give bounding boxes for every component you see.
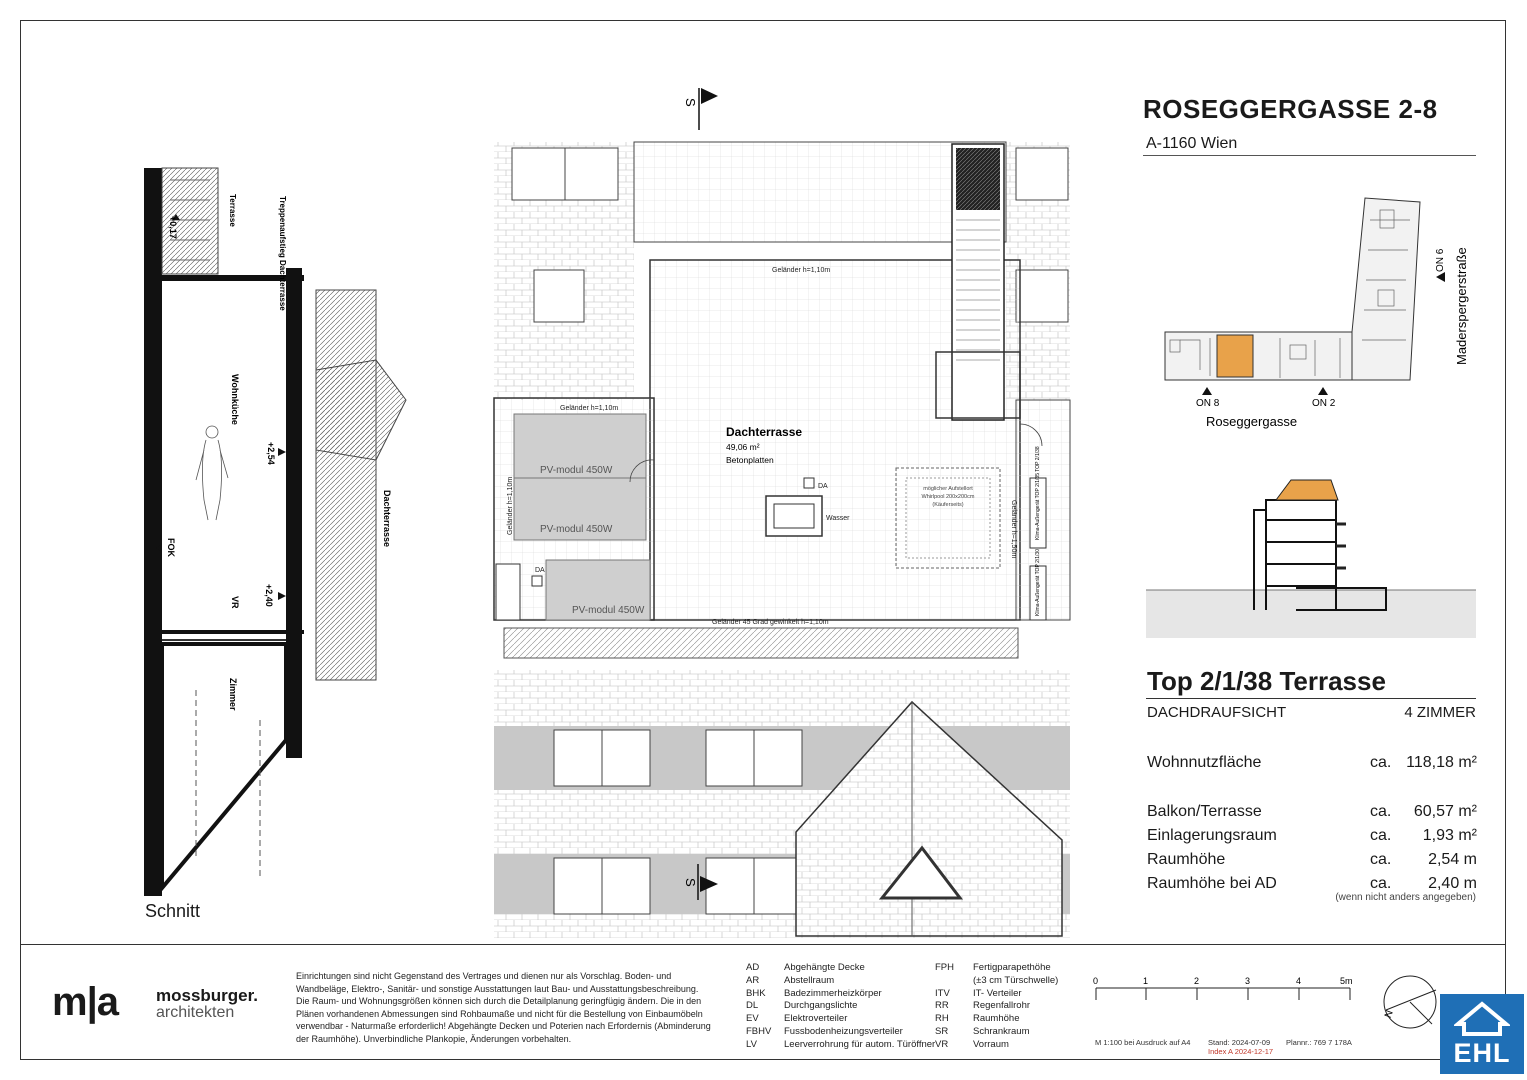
legend-text: Raumhöhe [973,1013,1020,1025]
north-label: N [1382,1008,1396,1020]
house-icon [1454,1000,1510,1036]
legend-row [746,1026,935,1039]
pv-module-2: PV-modul 450W [540,524,613,535]
plan-number: Plannr.: 769 7 178A [1286,1038,1352,1047]
area-ca: ca. [1370,754,1392,771]
rooms-label: 4 ZIMMER [1404,704,1476,721]
legend-abbr: VR [935,1038,949,1050]
legend-text: Leerverrohrung für autom. Türöffner [784,1038,936,1050]
highlighted-building [1217,335,1253,377]
legend-row [746,988,935,1001]
scale-tick: 5m [1340,976,1353,986]
architect-sub: architekten [156,1004,235,1021]
area-ca: ca. [1370,803,1392,820]
entrance-on6: ON 6 [1435,248,1446,272]
legend-left [746,962,935,1052]
legend-row [935,988,1058,1001]
railing-left-top: Geländer h=1,10m [560,405,619,412]
legend-text: Vorraum [973,1038,1009,1050]
area-label: Raumhöhe bei AD [1147,875,1277,892]
scale-note: M 1:100 bei Ausdruck auf A4 [1095,1038,1191,1047]
section-level-kitchen: +2,54 [266,442,276,465]
section-marker-top: S [683,98,698,107]
legend-right [935,962,1058,1052]
whirlpool-line-3: (Käuferseits) [932,502,964,508]
section-stair: Treppenaufstieg Dachterrasse [278,196,287,311]
scale-tick: 0 [1093,976,1099,986]
architect-logo: m|a [52,980,119,1024]
area-ca: ca. [1370,875,1392,892]
area-value: 1,93 m² [1422,827,1477,844]
scale-bar [1088,974,1358,1004]
legend-text: Regenfallrohr [973,1000,1031,1012]
railing-left-side: Geländer h=1,10m [507,476,514,535]
legend-row [746,962,935,975]
water-label: Wasser [826,515,850,522]
site-plan [1140,180,1485,435]
legend-text: Badezimmerheizkörper [784,987,882,999]
whirlpool-line-1: möglicher Aufstellort [923,486,973,492]
project-title: ROSEGGERGASSE 2-8 [1143,94,1438,124]
legend-text: Abstellraum [784,974,835,986]
unit-title: Top 2/1/38 Terrasse [1147,666,1386,696]
legend-text: Elektroverteiler [784,1013,848,1025]
legend-text: Abgehängte Decke [784,962,865,973]
scale-tick: 4 [1296,976,1302,986]
north-arrow-icon [1380,966,1444,1036]
disclaimer-text: Einrichtungen sind nicht Gegenstand des Vertrages und dienen nur als Vorschlag. Boden- und Wandbeläge, Elektro-, Sanitär- und sonstige Ausstattungen laut Bau- und Ausstattungsbeschreibung. Die Raum- und Wohnungsgrößen können sich durch die Detailplanung geringfügig ändern. Die in den Plänen vorhandenen Abmessungen sind Rohbaumaße und nicht für die Bestellung von Einbaumöbeln verwendbar - Naturmaße erforderlich! Abgehängte Decken und Poterien nach Erfordernis (Abminderung der Raumhöhe). Unverbindliche Plankopie, Änderungen vorbehalten. [296,971,711,1044]
whirlpool-line-2: Whirlpool 200x200cm [921,494,975,500]
legend-row [935,1013,1058,1026]
climate-unit-2: Klima-Außengerät TOP 2/1/30 [1035,549,1041,616]
legend-abbr: AD [746,962,760,973]
plan-index: Index A 2024-12-17 [1208,1047,1274,1056]
section-terrasse: Terrasse [228,194,237,227]
legend-abbr: EV [746,1013,759,1025]
terrace-surface: Betonplatten [726,455,774,465]
area-label: Einlagerungsraum [1147,827,1277,844]
legend-abbr: AR [746,974,760,986]
area-value: 2,40 m [1428,875,1477,892]
area-value: 118,18 m² [1406,754,1477,771]
legend-text: IT- Verteiler [973,987,1022,999]
section-dachterrasse: Dachterrasse [382,490,392,548]
railing-bottom: Geländer 45 Grad gewinkelt h=1,10m [712,619,829,626]
legend-row [746,975,935,988]
area-ca: ca. [1370,851,1392,868]
legend-abbr: ITV [935,987,950,999]
area-value: 60,57 m² [1413,803,1477,820]
legend-text: Fertigparapethöhe [973,962,1051,973]
areas-note: (wenn nicht anders angegeben) [1335,892,1476,903]
terrace-area: 49,06 m² [726,442,760,452]
legend-row [746,1000,935,1013]
roof-plan [490,80,1080,940]
section-marker-bottom: S [683,878,698,887]
legend-row [746,1013,935,1026]
legend-abbr: DL [746,1000,759,1012]
legend-row [935,975,1058,988]
section-drawing [140,160,410,900]
area-label: Raumhöhe [1147,851,1226,868]
scale-tick: 1 [1143,976,1149,986]
section-vr: VR [230,596,240,609]
divider-unit [1146,698,1476,699]
legend-abbr: RH [935,1013,949,1025]
ehl-text: EHL [1453,1038,1511,1068]
area-value: 2,54 m [1428,851,1477,868]
area-label: Wohnnutzfläche [1147,754,1262,771]
legend-abbr: FPH [935,962,954,973]
legend-text: (±3 cm Türschwelle) [973,974,1059,986]
street-maderspergerstrasse: Maderspergerstraße [1454,247,1469,365]
legend-text: Fussbodenheizungsverteiler [784,1025,903,1037]
divider-header [1143,155,1476,156]
drain-label-1: DA [818,483,828,490]
legend-text: Schrankraum [973,1025,1030,1037]
section-fok: FOK [166,538,176,557]
section-level-terrace: +0,17 [168,216,178,239]
section-label: Schnitt [145,901,201,921]
building-section-thumbnail [1146,470,1478,638]
legend-abbr: LV [746,1038,757,1050]
street-roseggergasse: Roseggergasse [1206,414,1298,429]
plan-stand: Stand: 2024-07-09 [1208,1038,1271,1047]
scale-tick: 2 [1194,976,1200,986]
architect-name: mossburger. [156,986,259,1005]
entrance-on2: ON 2 [1312,398,1336,409]
railing-right: Geländer h=1,50m [1010,500,1017,559]
legend-abbr: SR [935,1025,949,1037]
drain-label-2: DA [535,567,545,574]
legend-row [746,1039,935,1052]
area-label: Balkon/Terrasse [1147,803,1262,820]
legend-abbr: FBHV [746,1025,772,1037]
legend-row [935,1026,1058,1039]
legend-row [935,1039,1058,1052]
ehl-logo [1440,994,1524,1074]
section-level-vr: +2,40 [264,584,274,607]
pv-module-1: PV-modul 450W [540,465,613,476]
entrance-on8: ON 8 [1196,398,1220,409]
legend-abbr: RR [935,1000,949,1012]
pv-module-3: PV-modul 450W [572,605,645,616]
divider-footer [20,944,1506,945]
section-wohnkueche: Wohnküche [230,374,240,425]
climate-unit-1: Klima-Außengerät TOP 2/1/35 TOP 2/1/38 [1035,446,1041,540]
legend-row [935,1000,1058,1013]
legend-row [935,962,1058,975]
legend-abbr [935,975,973,988]
legend-text: Durchgangslichte [784,1000,858,1012]
project-address: A-1160 Wien [1146,135,1238,152]
section-zimmer: Zimmer [228,678,238,711]
railing-top: Geländer h=1,10m [772,267,831,274]
scale-tick: 3 [1245,976,1251,986]
legend-abbr: BHK [746,987,766,999]
view-label: DACHDRAUFSICHT [1147,704,1287,721]
area-ca: ca. [1370,827,1392,844]
terrace-name: Dachterrasse [726,425,803,439]
